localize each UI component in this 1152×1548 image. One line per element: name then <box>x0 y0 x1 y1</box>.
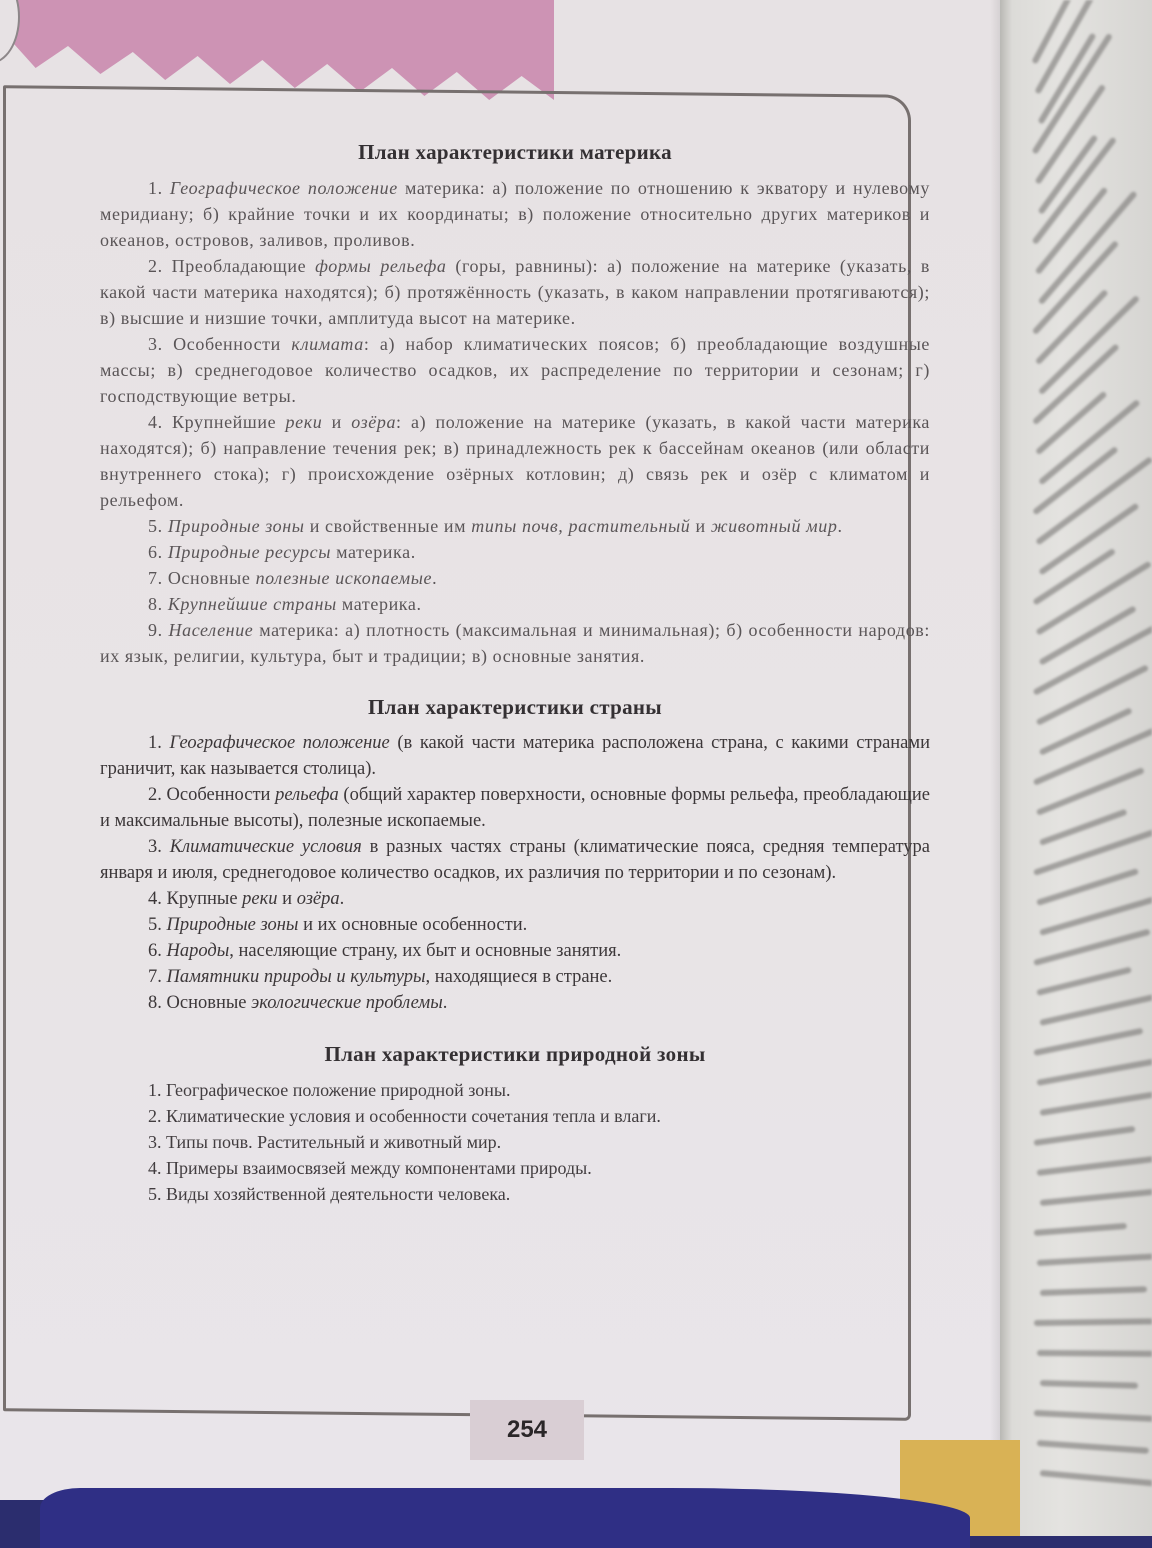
list-item: 8. Крупнейшие страны материка. <box>148 594 422 614</box>
facing-text-line <box>1034 1318 1152 1326</box>
page-number: 254 <box>470 1400 584 1460</box>
facing-text-line <box>1040 1470 1152 1489</box>
section-continent-plan <box>100 140 930 669</box>
facing-text-line <box>1037 1440 1149 1454</box>
list-item: 2. Особенности рельефа (общий характер поверхности, основные формы рельефа, преобладающие и максимальные высоты), полезные ископаемые. <box>100 785 931 831</box>
facing-text-line <box>1036 664 1149 725</box>
facing-text-line <box>1039 809 1128 846</box>
list-item: 3. Климатические условия в разных частях страны (климатические пояса, средняя температура января и июля, среднегодовое количество осадков, их различия по территории и по сезонам). <box>100 837 930 883</box>
facing-page-blurred-text <box>1030 0 1152 1536</box>
facing-text-line <box>1037 1253 1152 1266</box>
section-title: План характеристики материка <box>358 140 672 164</box>
facing-text-line <box>1034 1126 1136 1146</box>
list-item: 4. Крупнейшие реки и озёра: а) положение на материке (указать, в какой части материка находятся); б) направление течения рек; в) принадлежность рек к бассейнам океанов (или области внутреннего стока); г) происхождение озёрных котловин; д) связь рек и озёр с климатом и рельефом. <box>100 412 930 510</box>
list-item: 5. Природные зоны и их основные особенности. <box>148 915 528 935</box>
list-item: 1. Географическое положение материка: а) положение по отношению к экватору и нулевому меридиану; б) крайние точки и их координаты; в) положение относительно других материков и океанов, островов, заливов, проливов. <box>100 178 930 250</box>
section-natural-zone-plan <box>100 1042 930 1207</box>
list-item: 3. Типы почв. Растительный и животный мир. <box>148 1132 502 1152</box>
facing-text-line <box>1034 1410 1152 1423</box>
facing-text-line <box>1040 1189 1152 1206</box>
section-title: План характеристики страны <box>368 695 662 719</box>
facing-text-line <box>1040 1380 1138 1389</box>
facing-text-line <box>1034 1223 1127 1236</box>
list-item: 7. Памятники природы и культуры, находящиеся в стране. <box>148 967 613 987</box>
list-item: 3. Особенности климата: а) набор климатических поясов; б) преобладающие воздушные массы; в) среднегодовое количество осадков, их распределение по территории и сезонам; г) господствующие ветры. <box>100 334 930 406</box>
list-item: 7. Основные полезные ископаемые. <box>148 568 438 588</box>
list-item: 5. Природные зоны и свойственные им типы почв, растительный и животный мир. <box>148 516 843 536</box>
facing-text-line <box>1035 391 1107 455</box>
list-item: 8. Основные экологические проблемы. <box>148 993 448 1013</box>
background-binder <box>40 1488 970 1548</box>
list-item: 5. Виды хозяйственной деятельности человека. <box>148 1184 511 1204</box>
facing-text-line <box>1033 1028 1143 1056</box>
facing-text-line <box>1033 929 1150 966</box>
decorative-header-band <box>14 0 554 100</box>
facing-text-line <box>1040 1090 1152 1116</box>
section-country-plan <box>100 695 930 1016</box>
list-item: 2. Преобладающие формы рельефа (горы, равнины): а) положение на материке (указать, в какой части материка находятся); б) протяжённость (указать, в каком направлении протягиваются); в) высшие и низшие точки, амплитуда высот на материке. <box>100 256 931 328</box>
section-title: План характеристики природной зоны <box>324 1042 706 1066</box>
list-item: 6. Природные ресурсы материка. <box>148 542 416 562</box>
list-item: 4. Примеры взаимосвязей между компонентами природы. <box>148 1158 592 1178</box>
facing-text-line <box>1035 561 1151 636</box>
decorative-corner <box>0 0 20 64</box>
list-item: 4. Крупные реки и озёра. <box>148 889 345 909</box>
list-item: 1. Географическое положение природной зоны. <box>148 1080 511 1100</box>
list-item: 1. Географическое положение (в какой части материка расположена страна, с какими странами граничит, как называется столица). <box>100 733 931 779</box>
facing-text-line <box>1039 605 1137 665</box>
facing-text-line <box>1040 1286 1147 1296</box>
facing-text-line <box>1039 990 1152 1026</box>
facing-text-line <box>1036 1053 1152 1086</box>
list-item: 9. Население материка: а) плотность (максимальная и минимальная); б) особенности народов: их язык, религии, культура, быт и традиции; в) основные занятия. <box>100 620 930 666</box>
facing-text-line <box>1037 1154 1152 1176</box>
facing-text-line <box>1036 967 1132 996</box>
facing-text-line <box>1032 548 1116 606</box>
list-item: 6. Народы, населяющие страну, их быт и основные занятия. <box>148 941 622 961</box>
facing-text-line <box>1036 868 1139 906</box>
facing-text-line <box>1037 1350 1152 1357</box>
list-item: 2. Климатические условия и особенности сочетания тепла и влаги. <box>148 1106 661 1126</box>
page-content <box>100 140 930 1207</box>
